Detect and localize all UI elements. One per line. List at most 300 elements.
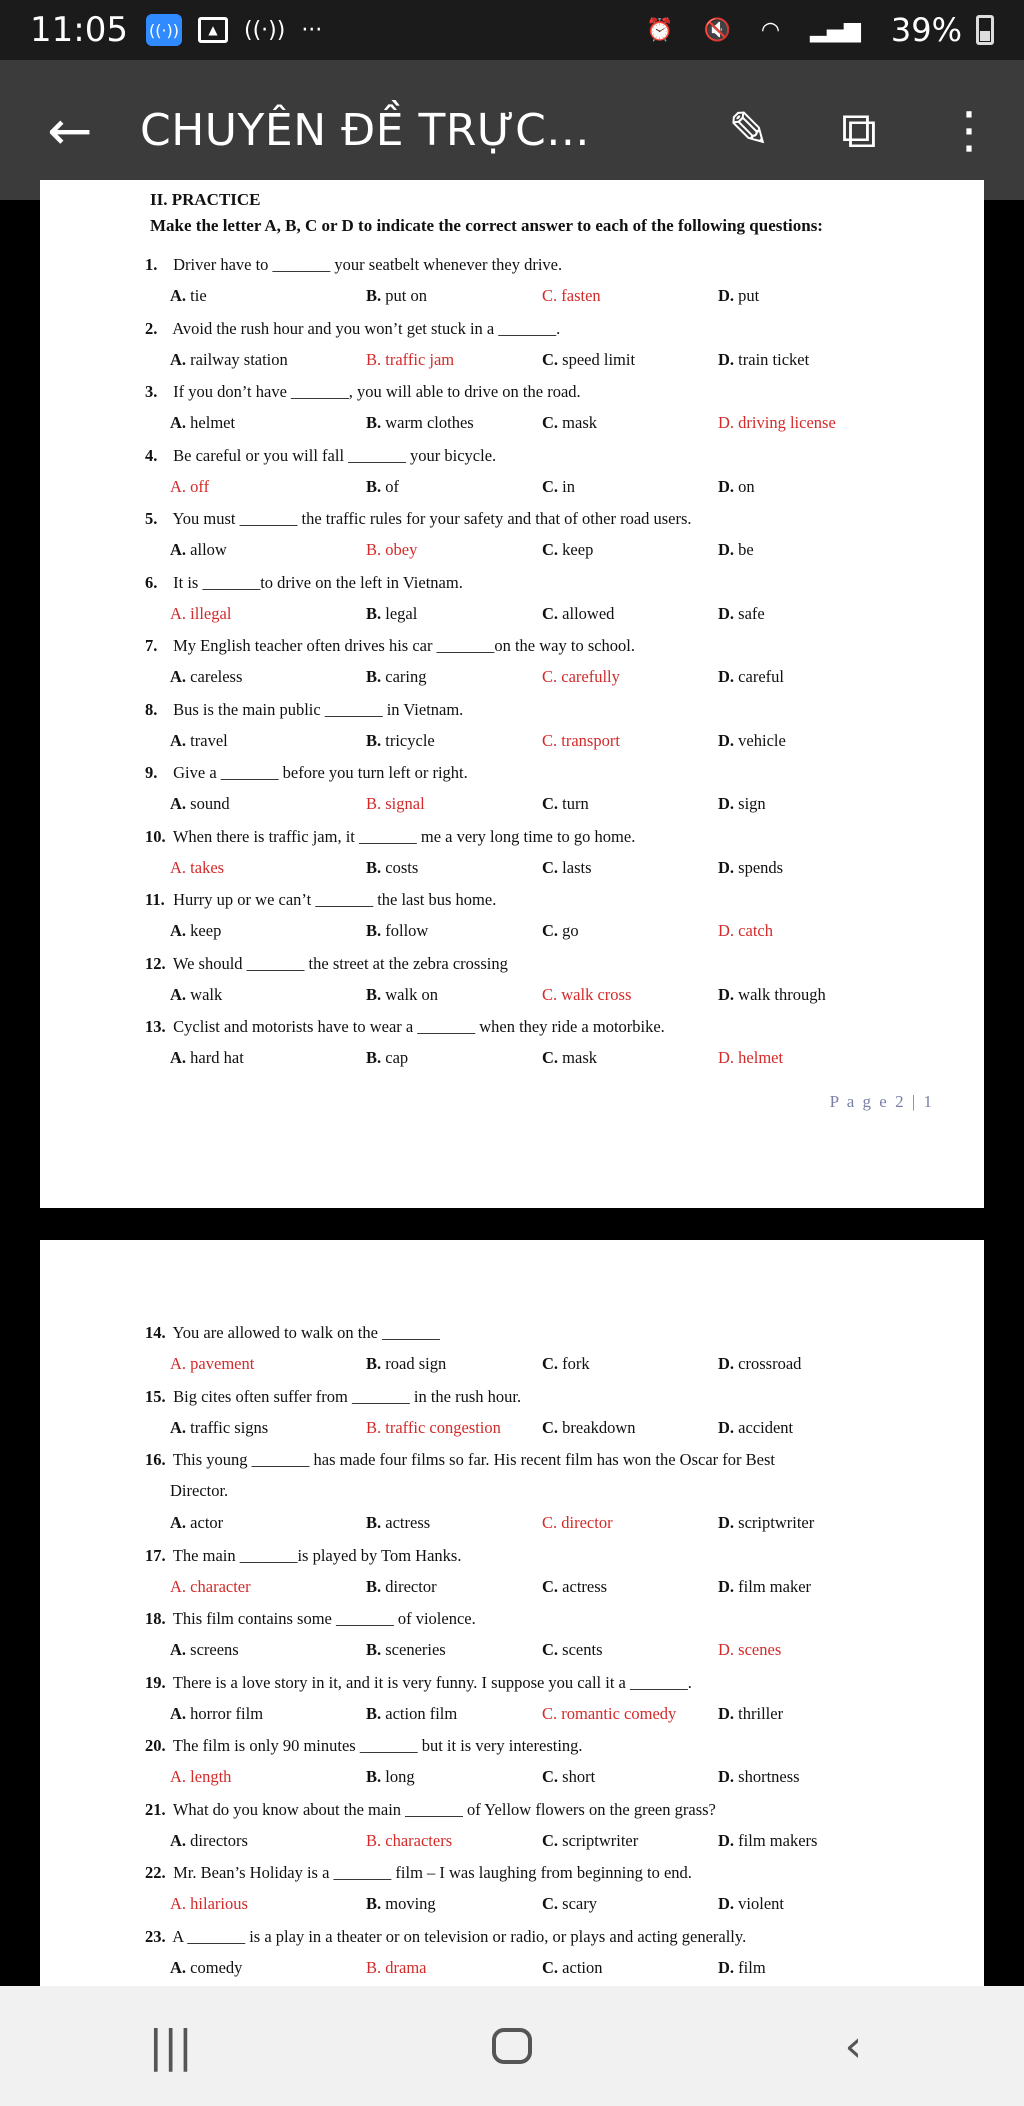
question-text: [145, 1386, 945, 1408]
answer-option-a: [170, 1893, 248, 1915]
question-number: 16.: [145, 1450, 166, 1469]
answer-option-d: [718, 476, 755, 498]
option-text: traffic signs: [190, 1417, 269, 1437]
answer-option-c: [542, 1893, 597, 1915]
question-text: [145, 445, 945, 467]
option-letter: A.: [170, 921, 191, 940]
option-letter: A.: [170, 540, 191, 559]
option-text: takes: [190, 857, 225, 877]
answer-option-b: [366, 1957, 427, 1979]
document-page: [40, 180, 984, 1208]
option-letter: A.: [170, 1957, 191, 1977]
more-vert-icon: ⋮: [944, 101, 994, 159]
image-icon: ▲: [198, 17, 228, 43]
answer-option-c: [542, 857, 592, 879]
option-text: caring: [385, 667, 427, 686]
option-letter: B.: [366, 984, 386, 1004]
question-text: [145, 1799, 945, 1821]
recents-button[interactable]: [111, 1996, 231, 2096]
option-letter: D.: [718, 857, 739, 877]
question-text: [145, 318, 945, 340]
option-letter: B.: [366, 476, 386, 496]
option-text: horror film: [190, 1703, 264, 1723]
option-text: long: [385, 1767, 415, 1786]
home-button[interactable]: [452, 1996, 572, 2096]
answer-options: [170, 666, 970, 688]
answer-options: [170, 1957, 970, 1979]
document-viewer[interactable]: [0, 190, 1024, 1986]
option-text: spends: [738, 857, 784, 877]
option-text: off: [190, 476, 210, 496]
option-text: catch: [738, 921, 773, 940]
option-letter: C.: [542, 1354, 563, 1373]
answer-option-a: [170, 1576, 251, 1598]
answer-option-d: [718, 285, 759, 307]
option-text: allow: [190, 540, 227, 559]
option-text: keep: [190, 921, 222, 940]
option-letter: A.: [170, 413, 191, 432]
option-letter: C.: [542, 286, 562, 305]
option-text: careless: [190, 667, 243, 686]
option-text: put: [738, 286, 760, 305]
option-letter: B.: [366, 1354, 386, 1373]
option-text: road sign: [385, 1354, 447, 1373]
option-letter: A.: [170, 1703, 191, 1723]
option-text: crossroad: [738, 1354, 802, 1373]
option-letter: A.: [170, 1576, 191, 1596]
podcast-icon: ((·)): [243, 17, 286, 43]
option-letter: B.: [366, 286, 386, 305]
option-letter: D.: [718, 1957, 739, 1977]
question-number: 8.: [145, 699, 158, 719]
answer-option-b: [366, 1766, 415, 1788]
option-letter: B.: [366, 921, 386, 940]
question-stem: This young _______ has made four films so far. His recent film has won the Oscar for Best: [172, 1450, 775, 1469]
option-text: sound: [190, 794, 230, 813]
answer-options: [170, 1830, 970, 1852]
option-text: warm clothes: [385, 413, 474, 432]
answer-option-d: [718, 539, 754, 561]
status-right: [646, 11, 994, 49]
answer-option-a: [170, 1766, 231, 1788]
option-text: moving: [385, 1894, 436, 1913]
question-text: [145, 762, 945, 784]
answer-option-b: [366, 476, 399, 498]
answer-option-c: [542, 285, 601, 307]
question-stem: Give a _______ before you turn left or right.: [173, 763, 468, 782]
answer-option-b: [366, 1893, 436, 1915]
option-letter: D.: [718, 413, 739, 432]
option-letter: A.: [170, 1513, 191, 1532]
answer-option-d: [718, 1639, 781, 1661]
answer-option-c: [542, 1703, 676, 1725]
option-text: sceneries: [385, 1640, 446, 1659]
option-text: scenes: [738, 1640, 782, 1659]
option-letter: B.: [366, 1830, 386, 1850]
question-text: [145, 635, 945, 657]
option-letter: D.: [718, 1354, 739, 1373]
option-text: thriller: [738, 1703, 784, 1723]
question-stem: You must _______ the traffic rules for your safety and that of other road users.: [172, 509, 692, 528]
answer-option-c: [542, 1353, 590, 1375]
option-text: actor: [190, 1513, 224, 1532]
option-text: director: [385, 1576, 437, 1596]
option-text: fasten: [561, 286, 601, 305]
option-letter: B.: [366, 667, 386, 686]
answer-option-b: [366, 603, 417, 625]
answer-option-d: [718, 1512, 814, 1534]
answer-options: [170, 920, 970, 942]
option-letter: D.: [718, 603, 739, 623]
answer-option-c: [542, 1766, 595, 1788]
option-letter: D.: [718, 540, 739, 559]
option-letter: A.: [170, 1354, 191, 1373]
option-letter: B.: [366, 349, 386, 369]
option-letter: B.: [366, 1417, 386, 1437]
option-text: helmet: [738, 1048, 784, 1067]
signal-icon: ▂▄▆: [810, 17, 861, 43]
answer-option-b: [366, 857, 418, 879]
question-number: 13.: [145, 1017, 166, 1036]
answer-option-b: [366, 1047, 408, 1069]
option-text: scary: [562, 1894, 597, 1913]
answer-option-a: [170, 349, 288, 371]
option-letter: A.: [170, 286, 191, 305]
option-text: pavement: [190, 1354, 255, 1373]
option-letter: C.: [542, 476, 563, 496]
option-letter: D.: [718, 1640, 739, 1659]
option-letter: B.: [366, 1894, 386, 1913]
option-text: short: [562, 1767, 596, 1786]
answer-option-c: [542, 666, 620, 688]
option-text: costs: [385, 857, 419, 877]
option-text: walk on: [385, 984, 438, 1004]
question-text: [145, 572, 945, 594]
pencil-icon: ✎: [728, 101, 770, 159]
option-letter: C.: [542, 794, 563, 813]
option-letter: B.: [366, 794, 386, 813]
option-text: traffic jam: [385, 349, 455, 369]
option-text: travel: [190, 730, 228, 750]
option-letter: B.: [366, 1767, 386, 1786]
answer-options: [170, 857, 970, 879]
question-number: 15.: [145, 1386, 166, 1406]
document-page: [40, 1240, 984, 2000]
answer-option-a: [170, 730, 228, 752]
option-text: length: [190, 1767, 232, 1786]
answer-option-c: [542, 1047, 597, 1069]
answer-option-a: [170, 1703, 263, 1725]
question-stem: Hurry up or we can’t _______ the last bus home.: [173, 890, 497, 909]
answer-options: [170, 730, 970, 752]
option-letter: A.: [170, 476, 191, 496]
option-text: driving license: [738, 413, 836, 432]
answer-option-d: [718, 1576, 811, 1598]
alarm-icon: ⏰: [646, 17, 674, 43]
option-text: film maker: [738, 1576, 812, 1596]
answer-option-c: [542, 1830, 638, 1852]
answer-option-a: [170, 412, 235, 434]
option-letter: A.: [170, 1830, 191, 1850]
option-letter: C.: [542, 1576, 563, 1596]
answer-option-b: [366, 1512, 430, 1534]
answer-option-b: [366, 412, 474, 434]
option-text: tricycle: [385, 730, 435, 750]
question-text: [145, 1926, 945, 1948]
option-text: breakdown: [562, 1417, 636, 1437]
answer-option-a: [170, 666, 242, 688]
answer-option-b: [366, 920, 428, 942]
option-letter: C.: [542, 540, 563, 559]
option-letter: C.: [542, 1894, 563, 1913]
question-stem: What do you know about the main _______ of Yellow flowers on the green grass?: [172, 1799, 716, 1819]
option-letter: C.: [542, 1767, 563, 1786]
question-stem: A _______ is a play in a theater or on television or radio, or plays and acting generally.: [172, 1926, 747, 1946]
option-text: sign: [738, 794, 766, 813]
option-letter: C.: [542, 857, 563, 877]
option-letter: B.: [366, 603, 386, 623]
question-number: 10.: [145, 826, 166, 846]
option-text: screens: [190, 1640, 239, 1659]
option-text: character: [190, 1576, 251, 1596]
answer-options: [170, 1703, 970, 1725]
option-text: hard hat: [190, 1048, 244, 1067]
answer-option-a: [170, 857, 224, 879]
answer-option-c: [542, 349, 635, 371]
answer-option-b: [366, 1576, 437, 1598]
option-text: film makers: [738, 1830, 818, 1850]
question-stem: Big cites often suffer from _______ in the rush hour.: [173, 1386, 522, 1406]
option-text: shortness: [738, 1767, 800, 1786]
option-letter: A.: [170, 1048, 191, 1067]
option-text: obey: [385, 540, 418, 559]
section-heading: II. PRACTICE: [150, 190, 261, 209]
answer-option-d: [718, 412, 836, 434]
page-number: P a g e 2 | 1: [829, 1092, 934, 1111]
answer-options: [170, 1047, 970, 1069]
question-stem: If you don’t have _______, you will able to drive on the road.: [173, 382, 581, 401]
option-text: violent: [738, 1894, 784, 1913]
question-number: 2.: [145, 318, 158, 338]
answer-option-b: [366, 666, 427, 688]
answer-option-d: [718, 1353, 801, 1375]
option-letter: D.: [718, 286, 739, 305]
answer-options: [170, 285, 970, 307]
question-text: [145, 1322, 945, 1344]
option-letter: A.: [170, 1417, 191, 1437]
option-text: put on: [385, 286, 427, 305]
option-text: careful: [738, 667, 784, 686]
answer-option-b: [366, 1639, 446, 1661]
option-letter: C.: [542, 1048, 563, 1067]
question-text: [145, 1608, 945, 1630]
option-letter: D.: [718, 984, 739, 1004]
answer-option-d: [718, 920, 773, 942]
answer-option-d: [718, 1417, 793, 1439]
question-text: [145, 953, 945, 975]
recents-icon: |||: [148, 2020, 193, 2072]
option-letter: D.: [718, 1513, 739, 1532]
answer-option-d: [718, 857, 783, 879]
question-number: 20.: [145, 1736, 166, 1755]
answer-option-d: [718, 1893, 784, 1915]
option-letter: D.: [718, 1894, 739, 1913]
option-letter: D.: [718, 1576, 739, 1596]
document-title: CHUYÊN ĐỀ TRỰC...: [140, 104, 590, 156]
option-text: safe: [738, 603, 765, 623]
answer-option-b: [366, 1353, 446, 1375]
option-letter: B.: [366, 1513, 386, 1532]
answer-options: [170, 412, 970, 434]
question-stem-continued: Director.: [170, 1481, 229, 1500]
answer-option-c: [542, 730, 620, 752]
answer-option-c: [542, 1639, 603, 1661]
question-text: [145, 1735, 945, 1757]
instruction-text: Make the letter A, B, C or D to indicate the correct answer to each of the following questions:: [150, 216, 823, 235]
answer-options: [170, 1417, 970, 1439]
battery-icon: [976, 15, 994, 45]
option-text: action: [562, 1957, 603, 1977]
overflow-menu-button[interactable]: [914, 60, 1024, 200]
answer-option-d: [718, 1830, 817, 1852]
option-letter: A.: [170, 667, 191, 686]
answer-options: [170, 476, 970, 498]
question-stem: My English teacher often drives his car _______on the way to school.: [173, 636, 636, 655]
question-stem: This film contains some _______ of violence.: [172, 1609, 476, 1628]
question-text: [145, 508, 945, 530]
question-text: [145, 1545, 945, 1567]
option-text: walk: [190, 984, 223, 1004]
question-stem: Mr. Bean’s Holiday is a _______ film – I was laughing from beginning to end.: [173, 1863, 692, 1882]
option-letter: C.: [542, 413, 563, 432]
option-letter: D.: [718, 1703, 739, 1723]
option-letter: C.: [542, 603, 563, 623]
question-number: 22.: [145, 1863, 166, 1882]
answer-option-a: [170, 1353, 254, 1375]
answer-option-b: [366, 1703, 457, 1725]
open-external-button[interactable]: [804, 60, 914, 200]
option-text: signal: [385, 794, 425, 813]
question-stem: Driver have to _______ your seatbelt whenever they drive.: [173, 255, 563, 274]
option-letter: A.: [170, 603, 191, 623]
option-letter: C.: [542, 667, 562, 686]
back-button[interactable]: [0, 60, 140, 200]
option-text: comedy: [190, 1957, 243, 1977]
home-icon: [492, 2028, 532, 2064]
question-number: 19.: [145, 1672, 166, 1692]
option-text: walk through: [738, 984, 826, 1004]
answer-option-c: [542, 539, 593, 561]
option-text: allowed: [562, 603, 615, 623]
question-stem: Avoid the rush hour and you won’t get stuck in a _______.: [172, 318, 561, 338]
answer-option-d: [718, 793, 766, 815]
chevron-left-icon: ‹: [844, 2020, 863, 2072]
option-text: railway station: [190, 349, 288, 369]
answer-options: [170, 1766, 970, 1788]
question-number: 23.: [145, 1926, 166, 1946]
option-letter: C.: [542, 1513, 562, 1532]
question-number: 3.: [145, 382, 158, 401]
answer-option-a: [170, 285, 207, 307]
option-letter: B.: [366, 1576, 386, 1596]
answer-option-d: [718, 666, 784, 688]
option-text: tie: [190, 286, 207, 305]
question-stem: Be careful or you will fall _______ your bicycle.: [173, 445, 497, 465]
option-text: accident: [738, 1417, 794, 1437]
nav-back-button[interactable]: [793, 1996, 913, 2096]
option-text: go: [562, 921, 579, 940]
option-text: actress: [385, 1513, 431, 1532]
option-text: characters: [385, 1830, 453, 1850]
option-text: director: [561, 1513, 613, 1532]
option-text: mask: [562, 1048, 598, 1067]
option-text: in: [562, 476, 576, 496]
question-stem: Cyclist and motorists have to wear a _______ when they ride a motorbike.: [173, 1017, 665, 1036]
option-text: helmet: [190, 413, 236, 432]
question-text: [145, 1672, 945, 1694]
option-text: legal: [385, 603, 418, 623]
option-letter: A.: [170, 730, 191, 750]
option-text: film: [738, 1957, 766, 1977]
question-text: [145, 381, 945, 403]
answer-option-c: [542, 920, 579, 942]
option-letter: C.: [542, 921, 563, 940]
question-stem: We should _______ the street at the zebra crossing: [172, 953, 508, 973]
answer-option-d: [718, 1957, 766, 1979]
answer-option-a: [170, 1417, 268, 1439]
option-text: hilarious: [190, 1894, 248, 1913]
answer-option-c: [542, 412, 597, 434]
answer-option-b: [366, 793, 425, 815]
option-text: mask: [562, 413, 598, 432]
question-number: 17.: [145, 1545, 166, 1565]
option-text: illegal: [190, 603, 232, 623]
podcast-icon: ((·)): [146, 14, 182, 46]
option-text: actress: [562, 1576, 608, 1596]
option-text: keep: [562, 540, 594, 559]
option-letter: A.: [170, 857, 191, 877]
edit-button[interactable]: [694, 60, 804, 200]
answer-option-a: [170, 793, 230, 815]
option-text: speed limit: [562, 349, 636, 369]
answer-option-a: [170, 1639, 239, 1661]
question-text: [145, 699, 945, 721]
option-letter: B.: [366, 413, 386, 432]
option-text: train ticket: [738, 349, 810, 369]
option-letter: D.: [718, 1417, 739, 1437]
answer-option-c: [542, 1417, 635, 1439]
option-letter: A.: [170, 349, 191, 369]
question-stem: You are allowed to walk on the _______: [172, 1323, 440, 1342]
option-letter: B.: [366, 857, 386, 877]
option-letter: A.: [170, 1767, 191, 1786]
question-number: 7.: [145, 636, 158, 655]
answer-option-c: [542, 603, 614, 625]
option-letter: C.: [542, 1640, 563, 1659]
question-text: [145, 1016, 945, 1038]
option-letter: C.: [542, 1957, 563, 1977]
question-number: 5.: [145, 509, 158, 528]
option-text: on: [738, 476, 755, 496]
option-text: carefully: [561, 667, 620, 686]
question-text: [145, 826, 945, 848]
option-letter: C.: [542, 1703, 562, 1723]
answer-option-c: [542, 1957, 603, 1979]
answer-option-a: [170, 539, 227, 561]
answer-option-a: [170, 1830, 248, 1852]
option-letter: C.: [542, 984, 562, 1004]
answer-option-a: [170, 603, 231, 625]
